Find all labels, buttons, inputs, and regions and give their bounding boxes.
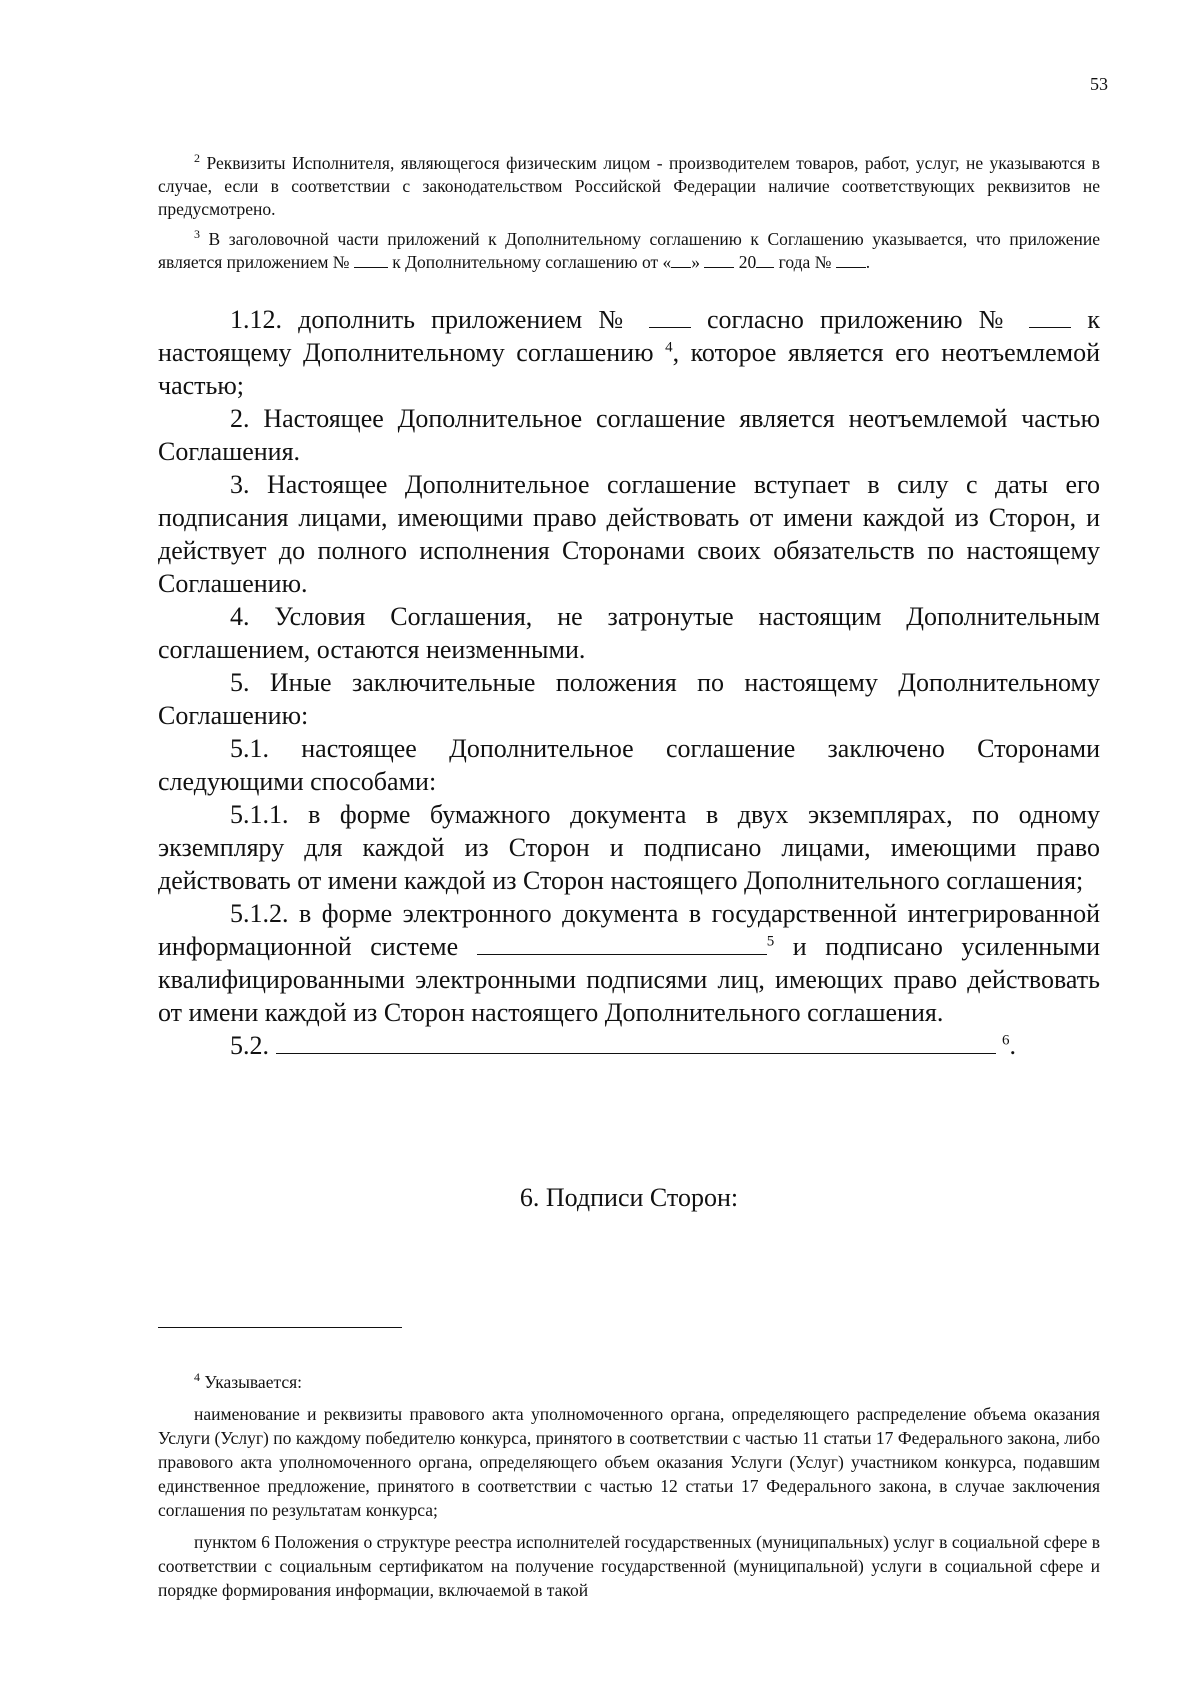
- clause-text: к настоящему Дополнительному соглашению: [158, 305, 1101, 367]
- footnote-mark: 4: [194, 1370, 200, 1385]
- clause-1-12: [158, 303, 1100, 402]
- footnote-text: Указывается:: [204, 1372, 303, 1392]
- blank-field: [671, 253, 691, 268]
- footnote-text: к Дополнительному соглашению от «: [392, 252, 672, 272]
- clause-3: 3. Настоящее Дополнительное соглашение вступает в силу с даты его подписания лицами, имеющими право действовать от имени каждой из Сторон, и действует до полного исполнения Сторонами своих обязательств по настоящему Соглашению.: [158, 470, 1100, 598]
- clause-text: 5.2.: [230, 1031, 269, 1060]
- page-number: 53: [1090, 74, 1108, 94]
- blank-field: [276, 1031, 996, 1054]
- footnote-mark: 2: [194, 151, 200, 166]
- footnote-ref: 4: [665, 339, 673, 356]
- blank-field: [649, 305, 691, 328]
- footnote-mark: 3: [194, 227, 200, 242]
- footnote-4-item-2: пунктом 6 Положения о структуре реестра исполнителей государственных (муниципальных) услуг в социальной сфере в соответствии с социальным сертификатом на получение государственной (муниципальной) услуги в социальной сфере и порядке формирования информации, включаемой в такой: [158, 1532, 1100, 1600]
- blank-field: [756, 253, 774, 268]
- footnote-ref: 6: [1002, 1032, 1010, 1049]
- blank-field: [1029, 305, 1071, 328]
- clause-text: , которое является его неотъемлемой частью;: [158, 338, 1100, 400]
- clause-text: согласно приложению №: [707, 305, 1014, 334]
- footnote-text: »: [691, 252, 701, 272]
- footnote-4-item-1: наименование и реквизиты правового акта уполномоченного органа, определяющего распределение объема оказания Услуги (Услуг) по каждому победителю конкурса, принятого в соответствии с частью 11 статьи 17 Федерального закона, либо правового акта уполномоченного органа, определяющего объем оказания Услуги (Услуг) участником конкурса, подавшим единственное предложение, принятого в соответствии с частью 12 статьи 17 Федерального закона, в случае заключения соглашения по результатам конкурса;: [158, 1404, 1100, 1520]
- footnote-text: Реквизиты Исполнителя, являющегося физическим лицом - производителем товаров, работ, услуг, не указываются в случае, если в соответствии с законодательством Российской Федерации наличие соответствующих реквизитов не предусмотрено.: [158, 153, 1101, 219]
- footnote-4-head: [158, 1370, 1100, 1394]
- blank-field: [354, 253, 388, 268]
- footnote-text: года №: [778, 252, 832, 272]
- top-footnotes: [158, 152, 1100, 281]
- section-title-signatures: 6. Подписи Сторон:: [519, 1183, 739, 1212]
- footnote-ref: 5: [766, 933, 775, 950]
- footnote-3: [158, 228, 1100, 274]
- clause-5: 5. Иные заключительные положения по настоящему Дополнительному Соглашению:: [158, 668, 1100, 730]
- blank-field: [836, 253, 866, 268]
- blank-field: [477, 932, 767, 955]
- agreement-body: [158, 303, 1100, 1062]
- clause-text: 1.12. дополнить приложением №: [230, 305, 633, 334]
- blank-field: [704, 253, 734, 268]
- footnote-text: В заголовочной части приложений к Дополнительному соглашению к Соглашению указывается, что приложение является приложением №: [158, 229, 1100, 272]
- clause-5-2: [158, 1029, 1100, 1062]
- clause-text: 5.1.2. в форме электронного документа в государственной интегрированной информационной системе: [158, 899, 1100, 961]
- clause-2: 2. Настоящее Дополнительное соглашение является неотъемлемой частью Соглашения.: [158, 404, 1100, 466]
- clause-5-1-1: 5.1.1. в форме бумажного документа в двух экземплярах, по одному экземпляру для каждой из Сторон и подписано лицами, имеющими право действовать от имени каждой из Сторон настоящего Дополнительного соглашения;: [158, 800, 1100, 895]
- footnote-text: 20: [738, 252, 757, 272]
- clause-text: и подписано усиленными квалифицированными электронными подписями лиц, имеющих право действовать от имени каждой из Сторон настоящего Дополнительного соглашения.: [158, 932, 1101, 1027]
- footnote-2: [158, 152, 1100, 221]
- clause-4: 4. Условия Соглашения, не затронутые настоящим Дополнительным соглашением, остаются неизменными.: [158, 602, 1100, 664]
- clause-5-1-2: [158, 897, 1100, 1029]
- footnote-separator: [158, 1327, 402, 1328]
- bottom-footnotes: [158, 1370, 1100, 1610]
- footnote-text: .: [865, 252, 871, 272]
- clause-5-1: 5.1. настоящее Дополнительное соглашение заключено Сторонами следующими способами:: [158, 734, 1100, 796]
- clause-text: .: [1009, 1031, 1016, 1060]
